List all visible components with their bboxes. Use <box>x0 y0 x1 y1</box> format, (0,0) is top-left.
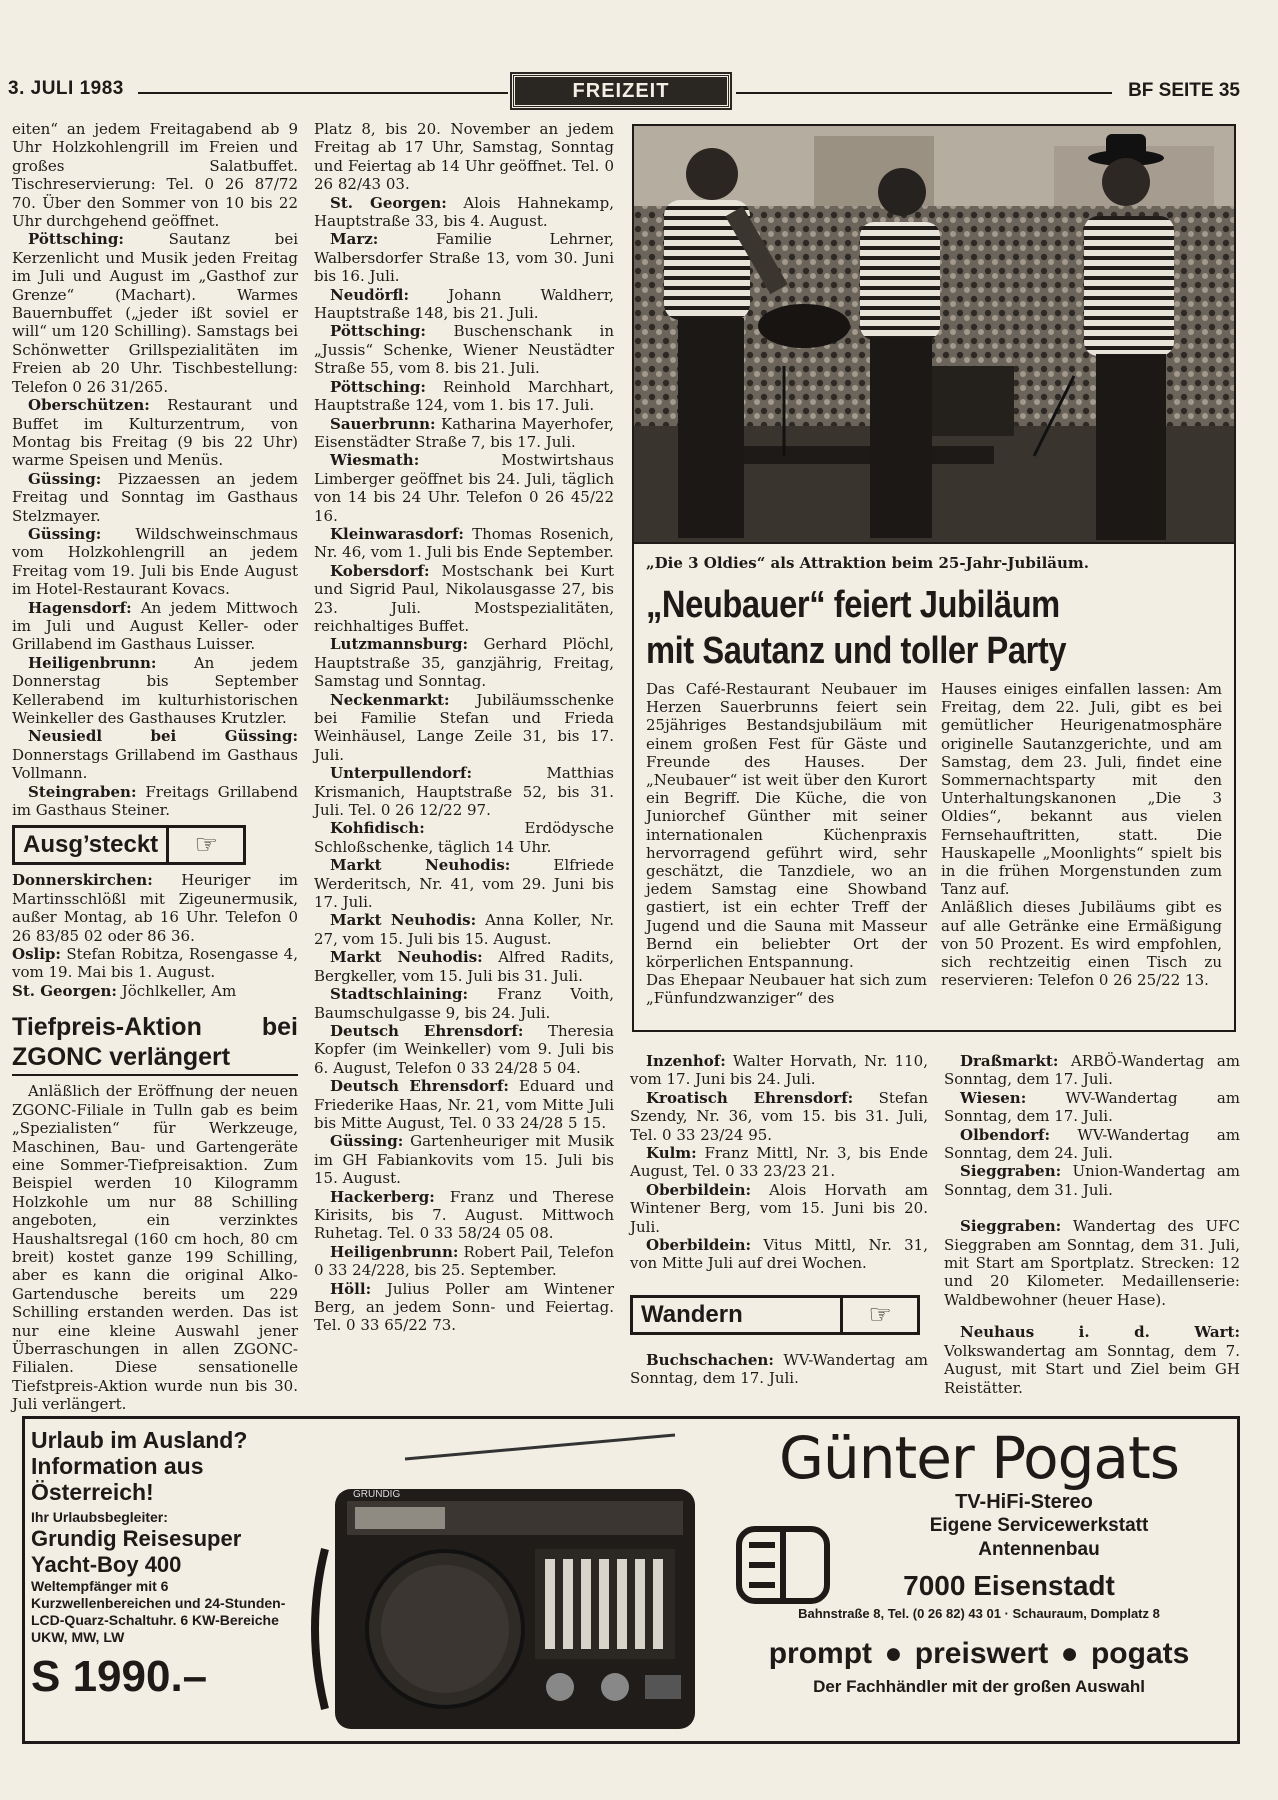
listing-place: Wiesmath: <box>330 451 420 470</box>
listing-place: Güssing: <box>28 469 102 488</box>
listing <box>314 230 614 285</box>
listing <box>314 856 614 911</box>
dealer-logo-icon <box>735 1525 831 1605</box>
paragraph: eiten“ an jedem Freitagabend ab 9 Uhr Holzkohlengrill im Freien und großes Salatbuffet. Tischreservierung: Tel. 0 26 87/72 70. Über den Sommer von 10 bis 22 Uhr durchgehend geöffnet. <box>12 120 298 231</box>
pointing-hand-icon: ☞ <box>840 1295 920 1335</box>
banner-label: Ausg’steckt <box>12 825 166 865</box>
listing <box>314 911 614 948</box>
listing-text: Matthias Krismanich, Hauptstraße 52, bis 31. Juli. Tel. 0 26 12/22 97. <box>314 764 614 820</box>
listing-place: Heiligenbrunn: <box>28 653 157 672</box>
advertisement <box>22 1416 1240 1744</box>
listing <box>12 396 298 470</box>
listing <box>12 470 298 525</box>
ad-product-name: Grundig Reisesuper Yacht-Boy 400 <box>31 1526 242 1577</box>
listing-place: Kobersdorf: <box>330 561 430 580</box>
listing-place: Güssing: <box>330 1132 404 1151</box>
listing-text: Freitags Grillabend im Gasthaus Steiner. <box>12 782 298 820</box>
listing-text: Anna Koller, Nr. 27, vom 15. Juli bis 15. August. <box>314 911 614 948</box>
dealer-city: 7000 Eisenstadt <box>903 1570 1115 1601</box>
listing <box>944 1217 1240 1309</box>
listing <box>12 230 298 396</box>
listing <box>314 562 614 636</box>
listing <box>314 378 614 415</box>
dealer-name: Günter Pogats <box>779 1424 1179 1492</box>
listing-place: Deutsch Ehrensdorf: <box>330 1021 524 1040</box>
listing <box>12 945 298 982</box>
issue-date: 3. JULI 1983 <box>8 78 124 99</box>
listing <box>314 1132 614 1187</box>
listing-place: Oslip: <box>12 945 61 964</box>
dealer-tagline: Der Fachhändler mit der großen Auswahl <box>813 1677 1145 1696</box>
listing <box>944 1089 1240 1126</box>
listing-text: WV-Wandertag am Sonntag, dem 17. Juli. <box>630 1350 928 1388</box>
listing-text: Franz Mittl, Nr. 3, bis Ende August, Tel. 0 33 23/23 21. <box>630 1144 928 1181</box>
listing <box>314 948 614 985</box>
listing-text: Vitus Mittl, Nr. 31, von Mitte Juli auf drei Wochen. <box>630 1236 928 1273</box>
listing-text: Jubiläumsschenke bei Familie Stefan und Frieda Weinhäusel, Lange Zeile 31, bis 17. Juli. <box>314 690 614 764</box>
listing-text: Restaurant und Buffet im Kulturzentrum, von Montag bis Freitag (9 bis 22 Uhr) warme Speisen und Menüs. <box>12 396 298 470</box>
listing-place: Oberschützen: <box>28 396 150 415</box>
listing-text: Walter Horvath, Nr. 110, vom 17. Juni bis 24. Juli. <box>630 1052 928 1089</box>
listing-place: St. Georgen: <box>330 193 447 212</box>
listing-place: Kleinwarasdorf: <box>330 524 464 543</box>
ad-dealer <box>725 1425 1233 1697</box>
listing-text: WV-Wandertag am Sonntag, dem 24. Juli. <box>944 1125 1240 1163</box>
page-number: BF SEITE 35 <box>1128 80 1240 101</box>
ad-headline: Urlaub im Ausland? Information aus Österreich! <box>31 1427 248 1505</box>
listing-place: Deutsch Ehrensdorf: <box>330 1077 509 1096</box>
listing <box>944 1126 1240 1163</box>
listing-place: Lutzmannsburg: <box>330 635 469 654</box>
listing-place: Buchschachen: <box>646 1350 774 1369</box>
listing-place: Hackerberg: <box>330 1187 435 1206</box>
listing-text: Reinhold Marchhart, Hauptstraße 124, vom 1. bis 17. Juli. <box>314 377 614 415</box>
ad-price: S 1990.– <box>31 1652 208 1701</box>
listing-place: Oberbildein: <box>646 1180 752 1199</box>
listing-place: Oberbildein: <box>646 1236 752 1255</box>
listing-place: Wiesen: <box>960 1088 1027 1107</box>
listing <box>630 1181 928 1236</box>
listing-place: Unterpullendorf: <box>330 764 472 783</box>
listing <box>944 1162 1240 1199</box>
listing-place: Donnerskirchen: <box>12 871 153 890</box>
listing <box>630 1351 928 1388</box>
feature-paragraph: Das Ehepaar Neubauer hat sich zum „Fünfundzwanziger“ des <box>646 971 927 1008</box>
listing <box>314 691 614 765</box>
listing-place: Sieggraben: <box>960 1162 1062 1181</box>
listing <box>12 871 298 945</box>
listing-place: Steingraben: <box>28 782 137 801</box>
listing-text: Theresia Kopfer (im Weinkeller) vom 9. Juli bis 6. August, Telefon 0 33 24/28 5 04. <box>314 1021 614 1077</box>
listing <box>314 635 614 690</box>
dealer-service: Antennenbau <box>978 1539 1100 1560</box>
listing-place: Olbendorf: <box>960 1125 1051 1144</box>
listing <box>314 1022 614 1077</box>
listing <box>314 764 614 819</box>
listing <box>630 1144 928 1181</box>
listing-place: Güssing: <box>28 524 102 543</box>
listing-place: Neuhaus i. d. Wart: <box>960 1323 1240 1342</box>
listing-text: Johann Waldherr, Hauptstraße 148, bis 21. Juli. <box>314 285 614 323</box>
listing-text: Robert Pail, Telefon 0 33 24/228, bis 25. September. <box>314 1242 614 1280</box>
column-3 <box>630 1052 928 1388</box>
listing-place: Sauerbrunn: <box>330 414 436 433</box>
listing <box>314 1280 614 1335</box>
listing-place: Inzenhof: <box>646 1052 726 1070</box>
listing <box>314 1188 614 1243</box>
header-rule-left <box>138 92 508 94</box>
listing <box>12 654 298 728</box>
listing-place: Markt Neuhodis: <box>330 948 483 967</box>
feature-column-left <box>646 680 927 1008</box>
listing-text: Sautanz bei Kerzenlicht und Musik jeden Freitag im Juli und August im „Gasthof zur Grenze“ (Machart). Warmes Bauernbuffet („jeder ißt soviel er will“ um 120 Schilling). Samstags bei Schönwetter Grillspezialitäten im Freien ab 20 Uhr. Tischbestellung: Telefon 0 26 31/265. <box>12 230 298 396</box>
listing <box>314 322 614 377</box>
listing-text: Alfred Radits, Bergkeller, vom 15. Juli bis 31. Juli. <box>314 948 615 985</box>
feature-body <box>646 680 1222 1008</box>
column-1 <box>12 120 298 1414</box>
column-2 <box>314 120 614 1335</box>
listing <box>314 819 614 856</box>
listing-place: Draßmarkt: <box>960 1052 1059 1070</box>
radio-image <box>295 1429 735 1739</box>
feature-headline-line-2: mit Sautanz und toller Party <box>646 630 1067 672</box>
feature-paragraph: Das Café-Restaurant Neubauer im Herzen Sauerbrunns feiert sein 25jähriges Bestandsjubiläum mit einem großen Fest für Gäste und Freunde des Hauses. Der „Neubauer“ ist weit über den Kurort ein Begriff. Die Küche, die von Juniorchef Günther mit seiner internationalen Küchenpraxis hervorragend geführt wird, sehr geschätzt, die Tanzdiele, wo an jedem Samstag eine Showband gastiert, ist ein echter Treff der Jugend und die Sauna mit Masseur Bernd ein beliebter Ort der körperlichen Entspannung. <box>646 680 927 972</box>
listing-place: Pöttsching: <box>330 322 426 341</box>
listing-text: Wandertag des UFC Sieggraben am Sonntag, dem 31. Juli, mit Start am Sportplatz. Strecken: 12 und 20 Kilometer. Medaillenserie: Waldbewohner (heuer Hase). <box>944 1217 1240 1309</box>
listing-text: ARBÖ-Wandertag am Sonntag, dem 17. Juli. <box>944 1052 1240 1089</box>
ad-subline: Ihr Urlaubsbegleiter: <box>31 1509 168 1525</box>
listing-text: Franz und Therese Kirisits, bis 7. August. Mittwoch Ruhetag. Tel. 0 33 58/24 05 08. <box>314 1187 614 1243</box>
listing-text: WV-Wandertag am Sonntag, dem 17. Juli. <box>944 1088 1240 1126</box>
listing-text: Elfriede Werderitsch, Nr. 41, vom 29. Juni bis 17. Juli. <box>314 856 614 912</box>
listing-place: Höll: <box>330 1279 372 1298</box>
listing <box>314 1243 614 1280</box>
paragraph: Platz 8, bis 20. November an jedem Freitag ab 17 Uhr, Samstag, Sonntag und Feiertag ab 14 Uhr geöffnet. Tel. 0 26 82/43 03. <box>314 120 614 194</box>
column-4 <box>944 1052 1240 1397</box>
listing-text: Katharina Mayerhofer, Eisenstädter Straße 7, bis 17. Juli. <box>314 414 614 451</box>
listing <box>314 194 614 231</box>
listing-text: Gartenheuriger mit Musik im GH Fabiankovits vom 15. Juli bis 15. August. <box>314 1132 614 1188</box>
listing-place: Markt Neuhodis: <box>330 856 511 875</box>
listing-text: Stefan Szendy, Nr. 36, vom 15. bis 31. Juli, Tel. 0 33 23/24 95. <box>630 1088 928 1144</box>
listing-text: Alois Hahnekamp, Hauptstraße 33, bis 4. August. <box>314 193 614 231</box>
ad-product-description: Weltempfänger mit 6 Kurzwellenbereichen und 24-Stunden-LCD-Quarz-Schaltuhr. 6 KW-Bereiche UKW, MW, LW <box>31 1578 286 1645</box>
section-title: FREIZEIT <box>512 74 730 108</box>
header-rule-right <box>736 92 1112 94</box>
feature-headline-line-1: „Neubauer“ feiert Jubiläum <box>646 584 1060 626</box>
listing-text: Wildschweinschmaus vom Holzkohlengrill an jedem Freitag vom 19. Juli bis Ende August im Hotel-Restaurant Kovacs. <box>12 524 298 599</box>
listing-text: Donnerstags Grillabend im Gasthaus Vollmann. <box>12 745 298 783</box>
listing <box>12 982 298 1000</box>
ad-radio-text <box>31 1427 311 1702</box>
feature-column-right <box>941 680 1222 1008</box>
listing <box>12 783 298 820</box>
listing-text: Mostwirtshaus Limberger geöffnet bis 24. Juli, täglich von 14 bis 24 Uhr. Telefon 0 26 45/22 16. <box>314 451 614 525</box>
listing <box>630 1089 928 1144</box>
banner-label: Wandern <box>630 1295 840 1335</box>
listing <box>314 415 614 452</box>
listing <box>314 985 614 1022</box>
listing <box>314 525 614 562</box>
listing-text: Familie Lehrner, Walbersdorfer Straße 13, vom 30. Juni bis 16. Juli. <box>314 230 614 286</box>
listing <box>944 1323 1240 1397</box>
listing-text: An jedem Donnerstag bis September Kellerabend im kulturhistorischen Weinkeller des Gasthauses Krutzler. <box>12 653 298 727</box>
listing-place: St. Georgen: <box>12 981 117 1000</box>
dealer-address: Bahnstraße 8, Tel. (0 26 82) 43 01 · Schauraum, Domplatz 8 <box>798 1606 1160 1621</box>
listing-text: Julius Poller am Wintener Berg, an jedem Sonn- und Feiertag. Tel. 0 33 65/22 73. <box>314 1279 614 1335</box>
dealer-category: TV-HiFi-Stereo <box>955 1491 1093 1513</box>
listing <box>314 451 614 525</box>
event-photo <box>632 124 1236 544</box>
listing-place: Marz: <box>330 230 379 249</box>
listing-text: Franz Voith, Baumschulgasse 9, bis 24. Juli. <box>314 985 614 1022</box>
listing-text: Thomas Rosenich, Nr. 46, vom 1. Juli bis Ende September. <box>314 524 614 562</box>
listing-text: Eduard und Friederike Haas, Nr. 21, vom Mitte Juli bis Mitte August, Tel. 0 33 24/28 5 15. <box>314 1077 614 1132</box>
listing-place: Stadtschlaining: <box>330 985 469 1004</box>
listing <box>12 525 298 599</box>
listing-place: Neudörfl: <box>330 285 409 304</box>
listing-text: Stefan Robitza, Rosengasse 4, vom 19. Mai bis 1. August. <box>12 945 298 982</box>
listing-text: Pizzaessen an jedem Freitag und Sonntag im Gasthaus Stelzmayer. <box>12 469 298 525</box>
feature-paragraph: Anläßlich dieses Jubiläums gibt es auf alle Getränke eine Ermäßigung von 50 Prozent. Es wird empfohlen, sich rechtzeitig einen Tisch zu reservieren: Telefon 0 26 25/22 13. <box>941 898 1222 990</box>
listing <box>12 727 298 782</box>
listing-place: Markt Neuhodis: <box>330 911 477 930</box>
listing-place: Pöttsching: <box>330 377 426 396</box>
article-body: Anläßlich der Eröffnung der neuen ZGONC-Filiale in Tulln gab es beim „Spezialisten“ für Werkzeuge, Maschinen, Bau- und Gartengeräte eine Sommer-Tiefpreisaktion. Zum Beispiel werden 10 Kilogramm Holzkohle um nur 88 Schilling angeboten, ein verzinktes Haushaltsregal (160 cm hoch, 80 cm breit) kostet ganze 199 Schilling, aber es kann die original Alko-Gartendusche bereits um 229 Schilling erstanden werden. Das ist nur eine kleine Auswahl jener Überraschungen in allen ZGONC-Filialen. Diese sensationelle Tiefstpreis-Aktion wurde nun bis 30. Juli verlängert. <box>12 1082 298 1414</box>
listing-place: Kroatisch Ehrensdorf: <box>646 1088 854 1107</box>
photo-caption: „Die 3 Oldies“ als Attraktion beim 25-Jahr-Jubiläum. <box>646 554 1090 572</box>
listing-text: Union-Wandertag am Sonntag, dem 31. Juli. <box>944 1162 1240 1199</box>
listing-text: Buschenschank in „Jussis“ Schenke, Wiener Neustädter Straße 55, vom 8. bis 21. Juli. <box>314 322 614 378</box>
listing-place: Hagensdorf: <box>28 598 132 617</box>
listing-text: Gerhard Plöchl, Hauptstraße 35, ganzjährig, Freitag, Samstag und Sonntag. <box>314 635 614 691</box>
listing-place: Pöttsching: <box>28 230 124 249</box>
listing-place: Kohfidisch: <box>330 819 425 838</box>
section-banner-ausgsteckt <box>12 825 298 865</box>
listing-text: An jedem Mittwoch im Juli und August Keller- oder Grillabend im Gasthaus Luisser. <box>12 598 298 654</box>
article-headline: Tiefpreis-Aktion bei ZGONC verlängert <box>12 1012 298 1076</box>
listing <box>944 1052 1240 1089</box>
listing-text: Alois Horvath am Wintener Berg, vom 15. Juni bis 20. Juli. <box>630 1180 928 1236</box>
listing <box>314 286 614 323</box>
listing-place: Neckenmarkt: <box>330 690 450 709</box>
listing-text: Volkswandertag am Sonntag, dem 7. August, mit Start und Ziel beim GH Reistätter. <box>944 1341 1240 1397</box>
listing-text: Jöchlkeller, Am <box>116 981 237 1000</box>
listing-text: Erdödysche Schloßschenke, täglich 14 Uhr. <box>314 819 614 856</box>
listing-place: Neusiedl bei Güssing: <box>28 727 298 746</box>
feature-article <box>632 544 1236 1032</box>
listing <box>314 1077 614 1132</box>
listing <box>12 599 298 654</box>
listing <box>630 1236 928 1273</box>
listing-place: Sieggraben: <box>960 1217 1062 1236</box>
listing-text: Mostschank bei Kurt und Sigrid Paul, Nikolausgasse 27, bis 23. Juli. Mostspezialitäten, reichhaltiges Buffet. <box>314 561 614 635</box>
listing-place: Kulm: <box>646 1144 697 1163</box>
photo-illustration <box>634 126 1236 544</box>
listing <box>630 1052 928 1089</box>
dealer-service: Eigene Servicewerkstatt <box>929 1515 1149 1536</box>
listing-place: Heiligenbrunn: <box>330 1242 459 1261</box>
section-banner-wandern <box>630 1295 928 1335</box>
radio-brand-label: GRUNDIG <box>353 1489 401 1500</box>
dealer-slogan: prompt ● preiswert ● pogats <box>768 1637 1190 1670</box>
pointing-hand-icon: ☞ <box>166 825 246 865</box>
feature-paragraph: Hauses einiges einfallen lassen: Am Freitag, dem 22. Juli, gibt es bei gemütlicher Heurigenatmosphäre originelle Sautanzgerichte, und am Samstag, dem 23. Juli, findet eine Sommernachtsparty mit den Unterhaltungskanonen „Die 3 Oldies“, bekannt aus vielen Fernsehauftritten, statt. Die Hauskapelle „Moonlights“ spielt bis in die frühen Morgenstunden zum Tanz auf. <box>941 680 1222 899</box>
listing-text: Heuriger im Martinsschlößl mit Zigeunermusik, außer Montag, ab 16 Uhr. Telefon 0 26 83/85 02 oder 86 36. <box>12 871 298 945</box>
